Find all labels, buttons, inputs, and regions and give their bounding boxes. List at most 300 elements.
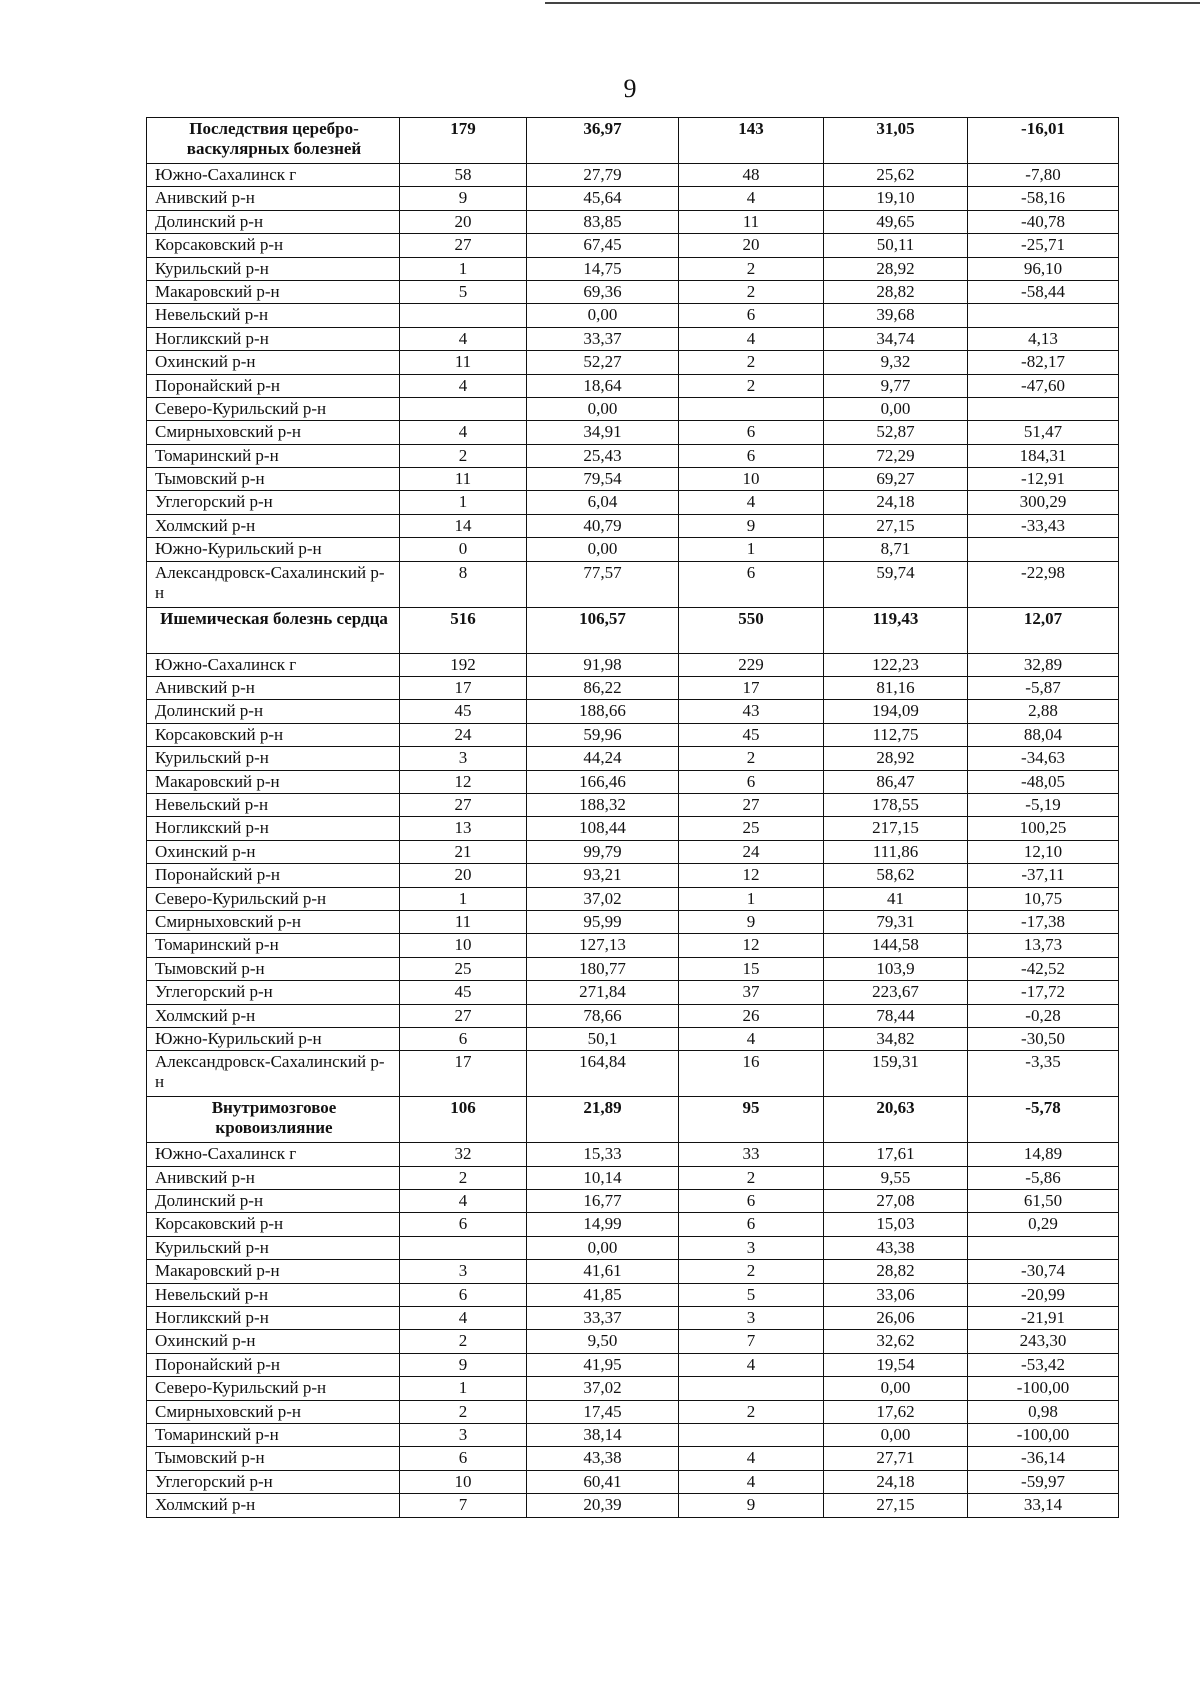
value-cell-c3: 2 bbox=[679, 374, 824, 397]
value-cell-c5: -36,14 bbox=[968, 1447, 1119, 1470]
table-row bbox=[147, 561, 1119, 607]
value-cell-c5: -5,86 bbox=[968, 1166, 1119, 1189]
value-cell-c1: 9 bbox=[400, 187, 527, 210]
district-name: Долинский р-н bbox=[147, 1190, 400, 1213]
value-cell-c3: 4 bbox=[679, 491, 824, 514]
value-cell-c3: 37 bbox=[679, 981, 824, 1004]
value-cell-c1: 0 bbox=[400, 538, 527, 561]
value-cell-c4: 72,29 bbox=[824, 444, 968, 467]
district-name: Поронайский р-н bbox=[147, 1353, 400, 1376]
district-name: Ногликский р-н bbox=[147, 327, 400, 350]
table-row bbox=[147, 1400, 1119, 1423]
value-cell-c4: 27,15 bbox=[824, 514, 968, 537]
value-cell-c3: 43 bbox=[679, 700, 824, 723]
district-name: Невельский р-н bbox=[147, 1283, 400, 1306]
value-cell-c5: 0,29 bbox=[968, 1213, 1119, 1236]
value-cell-c1: 45 bbox=[400, 700, 527, 723]
value-cell-c4: 28,82 bbox=[824, 1260, 968, 1283]
value-cell-c3: 17 bbox=[679, 677, 824, 700]
table-row bbox=[147, 1330, 1119, 1353]
value-cell-c1: 14 bbox=[400, 514, 527, 537]
value-cell-c4: 69,27 bbox=[824, 468, 968, 491]
value-cell-c2: 108,44 bbox=[527, 817, 679, 840]
value-cell-c1: 24 bbox=[400, 723, 527, 746]
value-cell-c1: 2 bbox=[400, 444, 527, 467]
district-name: Холмский р-н bbox=[147, 1494, 400, 1517]
table-row bbox=[147, 981, 1119, 1004]
value-cell-c1: 6 bbox=[400, 1283, 527, 1306]
value-cell-c2: 127,13 bbox=[527, 934, 679, 957]
value-cell-c2: 93,21 bbox=[527, 864, 679, 887]
value-cell-c4: 19,10 bbox=[824, 187, 968, 210]
value-cell-c1: 1 bbox=[400, 491, 527, 514]
table-row bbox=[147, 374, 1119, 397]
value-cell-c4: 27,08 bbox=[824, 1190, 968, 1213]
district-name: Александровск-Сахалинский р-н bbox=[147, 561, 400, 607]
value-cell-c2: 41,85 bbox=[527, 1283, 679, 1306]
table-row bbox=[147, 770, 1119, 793]
value-cell-c2: 50,1 bbox=[527, 1027, 679, 1050]
district-name: Тымовский р-н bbox=[147, 1447, 400, 1470]
district-name: Охинский р-н bbox=[147, 840, 400, 863]
value-cell-c2: 38,14 bbox=[527, 1423, 679, 1446]
value-cell-c5: -82,17 bbox=[968, 351, 1119, 374]
district-name: Тымовский р-н bbox=[147, 468, 400, 491]
value-cell-c1: 6 bbox=[400, 1213, 527, 1236]
table-row bbox=[147, 1447, 1119, 1470]
district-name: Северо-Курильский р-н bbox=[147, 1377, 400, 1400]
table-row bbox=[147, 164, 1119, 187]
district-name: Макаровский р-н bbox=[147, 280, 400, 303]
table-row bbox=[147, 304, 1119, 327]
value-cell-c4: 0,00 bbox=[824, 1423, 968, 1446]
value-cell-c3: 2 bbox=[679, 747, 824, 770]
value-cell-c3: 5 bbox=[679, 1283, 824, 1306]
district-name: Углегорский р-н bbox=[147, 981, 400, 1004]
value-cell-c3 bbox=[679, 1423, 824, 1446]
value-cell-c1 bbox=[400, 1236, 527, 1259]
value-cell-c3: 3 bbox=[679, 1236, 824, 1259]
value-cell-c2: 0,00 bbox=[527, 538, 679, 561]
table-row bbox=[147, 1283, 1119, 1306]
section-total-cell: -5,78 bbox=[968, 1097, 1119, 1143]
value-cell-c4: 223,67 bbox=[824, 981, 968, 1004]
table-row bbox=[147, 468, 1119, 491]
district-name: Ногликский р-н bbox=[147, 1307, 400, 1330]
table-row bbox=[147, 491, 1119, 514]
table-row bbox=[147, 1166, 1119, 1189]
district-name: Корсаковский р-н bbox=[147, 234, 400, 257]
value-cell-c2: 43,38 bbox=[527, 1447, 679, 1470]
value-cell-c1: 12 bbox=[400, 770, 527, 793]
district-name: Южно-Сахалинск г bbox=[147, 653, 400, 676]
value-cell-c5: 243,30 bbox=[968, 1330, 1119, 1353]
value-cell-c5: 33,14 bbox=[968, 1494, 1119, 1517]
value-cell-c2: 44,24 bbox=[527, 747, 679, 770]
district-name: Смирныховский р-н bbox=[147, 1400, 400, 1423]
value-cell-c2: 271,84 bbox=[527, 981, 679, 1004]
section-total-cell: 20,63 bbox=[824, 1097, 968, 1143]
value-cell-c3: 26 bbox=[679, 1004, 824, 1027]
district-name: Корсаковский р-н bbox=[147, 723, 400, 746]
table-row bbox=[147, 1213, 1119, 1236]
value-cell-c4: 9,55 bbox=[824, 1166, 968, 1189]
value-cell-c5 bbox=[968, 304, 1119, 327]
value-cell-c1: 10 bbox=[400, 934, 527, 957]
value-cell-c2: 40,79 bbox=[527, 514, 679, 537]
value-cell-c5: -58,44 bbox=[968, 280, 1119, 303]
value-cell-c3: 4 bbox=[679, 187, 824, 210]
value-cell-c5: -48,05 bbox=[968, 770, 1119, 793]
value-cell-c1: 58 bbox=[400, 164, 527, 187]
value-cell-c2: 0,00 bbox=[527, 1236, 679, 1259]
table-row bbox=[147, 653, 1119, 676]
value-cell-c4: 33,06 bbox=[824, 1283, 968, 1306]
mortality-table bbox=[146, 117, 1119, 1518]
value-cell-c5 bbox=[968, 397, 1119, 420]
value-cell-c3: 12 bbox=[679, 864, 824, 887]
table-row bbox=[147, 444, 1119, 467]
value-cell-c1: 21 bbox=[400, 840, 527, 863]
value-cell-c3: 4 bbox=[679, 1470, 824, 1493]
value-cell-c4: 0,00 bbox=[824, 397, 968, 420]
value-cell-c2: 34,91 bbox=[527, 421, 679, 444]
value-cell-c2: 16,77 bbox=[527, 1190, 679, 1213]
value-cell-c3: 33 bbox=[679, 1143, 824, 1166]
table-body bbox=[147, 118, 1119, 1518]
value-cell-c5: -100,00 bbox=[968, 1377, 1119, 1400]
value-cell-c2: 6,04 bbox=[527, 491, 679, 514]
value-cell-c3: 6 bbox=[679, 304, 824, 327]
value-cell-c2: 9,50 bbox=[527, 1330, 679, 1353]
value-cell-c3: 229 bbox=[679, 653, 824, 676]
value-cell-c3: 2 bbox=[679, 257, 824, 280]
value-cell-c4: 27,15 bbox=[824, 1494, 968, 1517]
value-cell-c5: -5,87 bbox=[968, 677, 1119, 700]
value-cell-c5: -25,71 bbox=[968, 234, 1119, 257]
section-total-cell: 179 bbox=[400, 118, 527, 164]
table-row bbox=[147, 677, 1119, 700]
table-row bbox=[147, 793, 1119, 816]
value-cell-c4: 111,86 bbox=[824, 840, 968, 863]
page-number: 9 bbox=[623, 74, 637, 103]
value-cell-c5: -100,00 bbox=[968, 1423, 1119, 1446]
value-cell-c4: 9,32 bbox=[824, 351, 968, 374]
table-row bbox=[147, 421, 1119, 444]
district-name: Макаровский р-н bbox=[147, 1260, 400, 1283]
value-cell-c4: 32,62 bbox=[824, 1330, 968, 1353]
value-cell-c1: 5 bbox=[400, 280, 527, 303]
district-name: Южно-Курильский р-н bbox=[147, 538, 400, 561]
district-name: Макаровский р-н bbox=[147, 770, 400, 793]
value-cell-c3: 7 bbox=[679, 1330, 824, 1353]
value-cell-c5: -12,91 bbox=[968, 468, 1119, 491]
value-cell-c1: 2 bbox=[400, 1400, 527, 1423]
value-cell-c5: 96,10 bbox=[968, 257, 1119, 280]
value-cell-c2: 33,37 bbox=[527, 327, 679, 350]
value-cell-c2: 0,00 bbox=[527, 397, 679, 420]
value-cell-c3: 25 bbox=[679, 817, 824, 840]
value-cell-c4: 103,9 bbox=[824, 957, 968, 980]
value-cell-c2: 78,66 bbox=[527, 1004, 679, 1027]
table-row bbox=[147, 257, 1119, 280]
value-cell-c2: 17,45 bbox=[527, 1400, 679, 1423]
value-cell-c5: -22,98 bbox=[968, 561, 1119, 607]
value-cell-c4: 122,23 bbox=[824, 653, 968, 676]
value-cell-c4: 28,92 bbox=[824, 747, 968, 770]
value-cell-c4: 0,00 bbox=[824, 1377, 968, 1400]
value-cell-c4: 43,38 bbox=[824, 1236, 968, 1259]
value-cell-c4: 9,77 bbox=[824, 374, 968, 397]
value-cell-c1: 2 bbox=[400, 1166, 527, 1189]
section-total-cell: 106,57 bbox=[527, 607, 679, 653]
value-cell-c1: 2 bbox=[400, 1330, 527, 1353]
value-cell-c1: 1 bbox=[400, 1377, 527, 1400]
value-cell-c5: 0,98 bbox=[968, 1400, 1119, 1423]
table-row bbox=[147, 210, 1119, 233]
value-cell-c2: 25,43 bbox=[527, 444, 679, 467]
table-row bbox=[147, 514, 1119, 537]
value-cell-c5: 12,10 bbox=[968, 840, 1119, 863]
value-cell-c1: 20 bbox=[400, 864, 527, 887]
value-cell-c5: 51,47 bbox=[968, 421, 1119, 444]
value-cell-c3: 6 bbox=[679, 1213, 824, 1236]
value-cell-c5: -5,19 bbox=[968, 793, 1119, 816]
table-row bbox=[147, 351, 1119, 374]
value-cell-c5: -30,74 bbox=[968, 1260, 1119, 1283]
section-header-row bbox=[147, 607, 1119, 653]
value-cell-c2: 0,00 bbox=[527, 304, 679, 327]
value-cell-c1: 10 bbox=[400, 1470, 527, 1493]
district-name: Углегорский р-н bbox=[147, 1470, 400, 1493]
value-cell-c3: 1 bbox=[679, 538, 824, 561]
value-cell-c3: 11 bbox=[679, 210, 824, 233]
value-cell-c1: 27 bbox=[400, 1004, 527, 1027]
value-cell-c4: 26,06 bbox=[824, 1307, 968, 1330]
value-cell-c3: 24 bbox=[679, 840, 824, 863]
value-cell-c3: 4 bbox=[679, 1447, 824, 1470]
section-total-cell: 106 bbox=[400, 1097, 527, 1143]
table-row bbox=[147, 1423, 1119, 1446]
value-cell-c1: 6 bbox=[400, 1027, 527, 1050]
value-cell-c5: -53,42 bbox=[968, 1353, 1119, 1376]
value-cell-c2: 99,79 bbox=[527, 840, 679, 863]
value-cell-c1: 11 bbox=[400, 351, 527, 374]
value-cell-c5: -0,28 bbox=[968, 1004, 1119, 1027]
value-cell-c5: -21,91 bbox=[968, 1307, 1119, 1330]
value-cell-c2: 33,37 bbox=[527, 1307, 679, 1330]
value-cell-c3: 2 bbox=[679, 1166, 824, 1189]
value-cell-c2: 27,79 bbox=[527, 164, 679, 187]
value-cell-c4: 24,18 bbox=[824, 491, 968, 514]
value-cell-c5: -34,63 bbox=[968, 747, 1119, 770]
value-cell-c3: 6 bbox=[679, 1190, 824, 1213]
section-title: Последствия церебро-васкулярных болезней bbox=[147, 118, 400, 164]
district-name: Охинский р-н bbox=[147, 351, 400, 374]
value-cell-c4: 78,44 bbox=[824, 1004, 968, 1027]
table-row bbox=[147, 1494, 1119, 1517]
value-cell-c4: 28,92 bbox=[824, 257, 968, 280]
value-cell-c4: 81,16 bbox=[824, 677, 968, 700]
section-total-cell: 143 bbox=[679, 118, 824, 164]
value-cell-c4: 41 bbox=[824, 887, 968, 910]
value-cell-c1: 6 bbox=[400, 1447, 527, 1470]
district-name: Долинский р-н bbox=[147, 210, 400, 233]
value-cell-c4: 25,62 bbox=[824, 164, 968, 187]
table-row bbox=[147, 887, 1119, 910]
value-cell-c4: 19,54 bbox=[824, 1353, 968, 1376]
value-cell-c4: 59,74 bbox=[824, 561, 968, 607]
value-cell-c2: 164,84 bbox=[527, 1051, 679, 1097]
value-cell-c1: 45 bbox=[400, 981, 527, 1004]
value-cell-c1: 17 bbox=[400, 677, 527, 700]
value-cell-c1 bbox=[400, 397, 527, 420]
table-row bbox=[147, 747, 1119, 770]
value-cell-c1: 20 bbox=[400, 210, 527, 233]
district-name: Александровск-Сахалинский р-н bbox=[147, 1051, 400, 1097]
value-cell-c1: 27 bbox=[400, 234, 527, 257]
section-header-row bbox=[147, 118, 1119, 164]
value-cell-c1: 25 bbox=[400, 957, 527, 980]
table-row bbox=[147, 723, 1119, 746]
table-row bbox=[147, 1143, 1119, 1166]
district-name: Томаринский р-н bbox=[147, 444, 400, 467]
district-name: Корсаковский р-н bbox=[147, 1213, 400, 1236]
district-name: Южно-Курильский р-н bbox=[147, 1027, 400, 1050]
value-cell-c4: 144,58 bbox=[824, 934, 968, 957]
district-name: Курильский р-н bbox=[147, 1236, 400, 1259]
value-cell-c3: 15 bbox=[679, 957, 824, 980]
value-cell-c1: 4 bbox=[400, 1307, 527, 1330]
district-name: Южно-Сахалинск г bbox=[147, 164, 400, 187]
table-row bbox=[147, 700, 1119, 723]
value-cell-c4: 58,62 bbox=[824, 864, 968, 887]
table-row bbox=[147, 934, 1119, 957]
value-cell-c1: 192 bbox=[400, 653, 527, 676]
district-name: Курильский р-н bbox=[147, 747, 400, 770]
section-total-cell: 36,97 bbox=[527, 118, 679, 164]
value-cell-c4: 86,47 bbox=[824, 770, 968, 793]
value-cell-c1: 3 bbox=[400, 747, 527, 770]
value-cell-c5: 10,75 bbox=[968, 887, 1119, 910]
value-cell-c5: -47,60 bbox=[968, 374, 1119, 397]
value-cell-c2: 41,95 bbox=[527, 1353, 679, 1376]
table-row bbox=[147, 1027, 1119, 1050]
value-cell-c2: 69,36 bbox=[527, 280, 679, 303]
value-cell-c4: 39,68 bbox=[824, 304, 968, 327]
value-cell-c5: -3,35 bbox=[968, 1051, 1119, 1097]
value-cell-c5: 4,13 bbox=[968, 327, 1119, 350]
value-cell-c3: 2 bbox=[679, 1400, 824, 1423]
district-name: Курильский р-н bbox=[147, 257, 400, 280]
top-border-line bbox=[545, 2, 1200, 4]
value-cell-c5: 32,89 bbox=[968, 653, 1119, 676]
value-cell-c3: 1 bbox=[679, 887, 824, 910]
value-cell-c1: 3 bbox=[400, 1260, 527, 1283]
district-name: Поронайский р-н bbox=[147, 374, 400, 397]
value-cell-c3: 2 bbox=[679, 280, 824, 303]
value-cell-c2: 86,22 bbox=[527, 677, 679, 700]
value-cell-c2: 188,66 bbox=[527, 700, 679, 723]
value-cell-c1: 17 bbox=[400, 1051, 527, 1097]
district-name: Смирныховский р-н bbox=[147, 910, 400, 933]
value-cell-c1: 4 bbox=[400, 327, 527, 350]
value-cell-c3: 6 bbox=[679, 421, 824, 444]
value-cell-c2: 14,75 bbox=[527, 257, 679, 280]
value-cell-c5: 2,88 bbox=[968, 700, 1119, 723]
table-row bbox=[147, 957, 1119, 980]
district-name: Южно-Сахалинск г bbox=[147, 1143, 400, 1166]
value-cell-c1: 7 bbox=[400, 1494, 527, 1517]
value-cell-c1: 4 bbox=[400, 1190, 527, 1213]
value-cell-c4: 27,71 bbox=[824, 1447, 968, 1470]
table-row bbox=[147, 840, 1119, 863]
value-cell-c5: -58,16 bbox=[968, 187, 1119, 210]
value-cell-c2: 20,39 bbox=[527, 1494, 679, 1517]
value-cell-c2: 18,64 bbox=[527, 374, 679, 397]
value-cell-c1: 9 bbox=[400, 1353, 527, 1376]
value-cell-c1: 1 bbox=[400, 257, 527, 280]
value-cell-c5: -30,50 bbox=[968, 1027, 1119, 1050]
section-title: Ишемическая болезнь сердца bbox=[147, 607, 400, 653]
value-cell-c1: 27 bbox=[400, 793, 527, 816]
district-name: Анивский р-н bbox=[147, 187, 400, 210]
value-cell-c3: 2 bbox=[679, 1260, 824, 1283]
value-cell-c2: 45,64 bbox=[527, 187, 679, 210]
section-total-cell: 516 bbox=[400, 607, 527, 653]
value-cell-c5: -17,38 bbox=[968, 910, 1119, 933]
value-cell-c2: 52,27 bbox=[527, 351, 679, 374]
table-row bbox=[147, 1260, 1119, 1283]
value-cell-c4: 24,18 bbox=[824, 1470, 968, 1493]
value-cell-c1: 11 bbox=[400, 468, 527, 491]
value-cell-c1: 32 bbox=[400, 1143, 527, 1166]
value-cell-c3: 9 bbox=[679, 910, 824, 933]
value-cell-c3: 6 bbox=[679, 561, 824, 607]
district-name: Невельский р-н bbox=[147, 793, 400, 816]
table-row bbox=[147, 187, 1119, 210]
value-cell-c2: 37,02 bbox=[527, 887, 679, 910]
value-cell-c3: 16 bbox=[679, 1051, 824, 1097]
value-cell-c4: 50,11 bbox=[824, 234, 968, 257]
value-cell-c3: 6 bbox=[679, 770, 824, 793]
value-cell-c3: 6 bbox=[679, 444, 824, 467]
value-cell-c3: 20 bbox=[679, 234, 824, 257]
value-cell-c5: 300,29 bbox=[968, 491, 1119, 514]
table-row bbox=[147, 234, 1119, 257]
value-cell-c1: 3 bbox=[400, 1423, 527, 1446]
table-row bbox=[147, 1190, 1119, 1213]
district-name: Смирныховский р-н bbox=[147, 421, 400, 444]
value-cell-c3: 27 bbox=[679, 793, 824, 816]
value-cell-c2: 37,02 bbox=[527, 1377, 679, 1400]
table-row bbox=[147, 1236, 1119, 1259]
district-name: Холмский р-н bbox=[147, 514, 400, 537]
value-cell-c3: 9 bbox=[679, 1494, 824, 1517]
value-cell-c4: 178,55 bbox=[824, 793, 968, 816]
district-name: Анивский р-н bbox=[147, 1166, 400, 1189]
value-cell-c2: 95,99 bbox=[527, 910, 679, 933]
table-row bbox=[147, 397, 1119, 420]
value-cell-c3: 4 bbox=[679, 1027, 824, 1050]
district-name: Тымовский р-н bbox=[147, 957, 400, 980]
value-cell-c4: 34,82 bbox=[824, 1027, 968, 1050]
value-cell-c3: 9 bbox=[679, 514, 824, 537]
table-row bbox=[147, 1307, 1119, 1330]
section-total-cell: 119,43 bbox=[824, 607, 968, 653]
value-cell-c1: 4 bbox=[400, 421, 527, 444]
district-name: Поронайский р-н bbox=[147, 864, 400, 887]
